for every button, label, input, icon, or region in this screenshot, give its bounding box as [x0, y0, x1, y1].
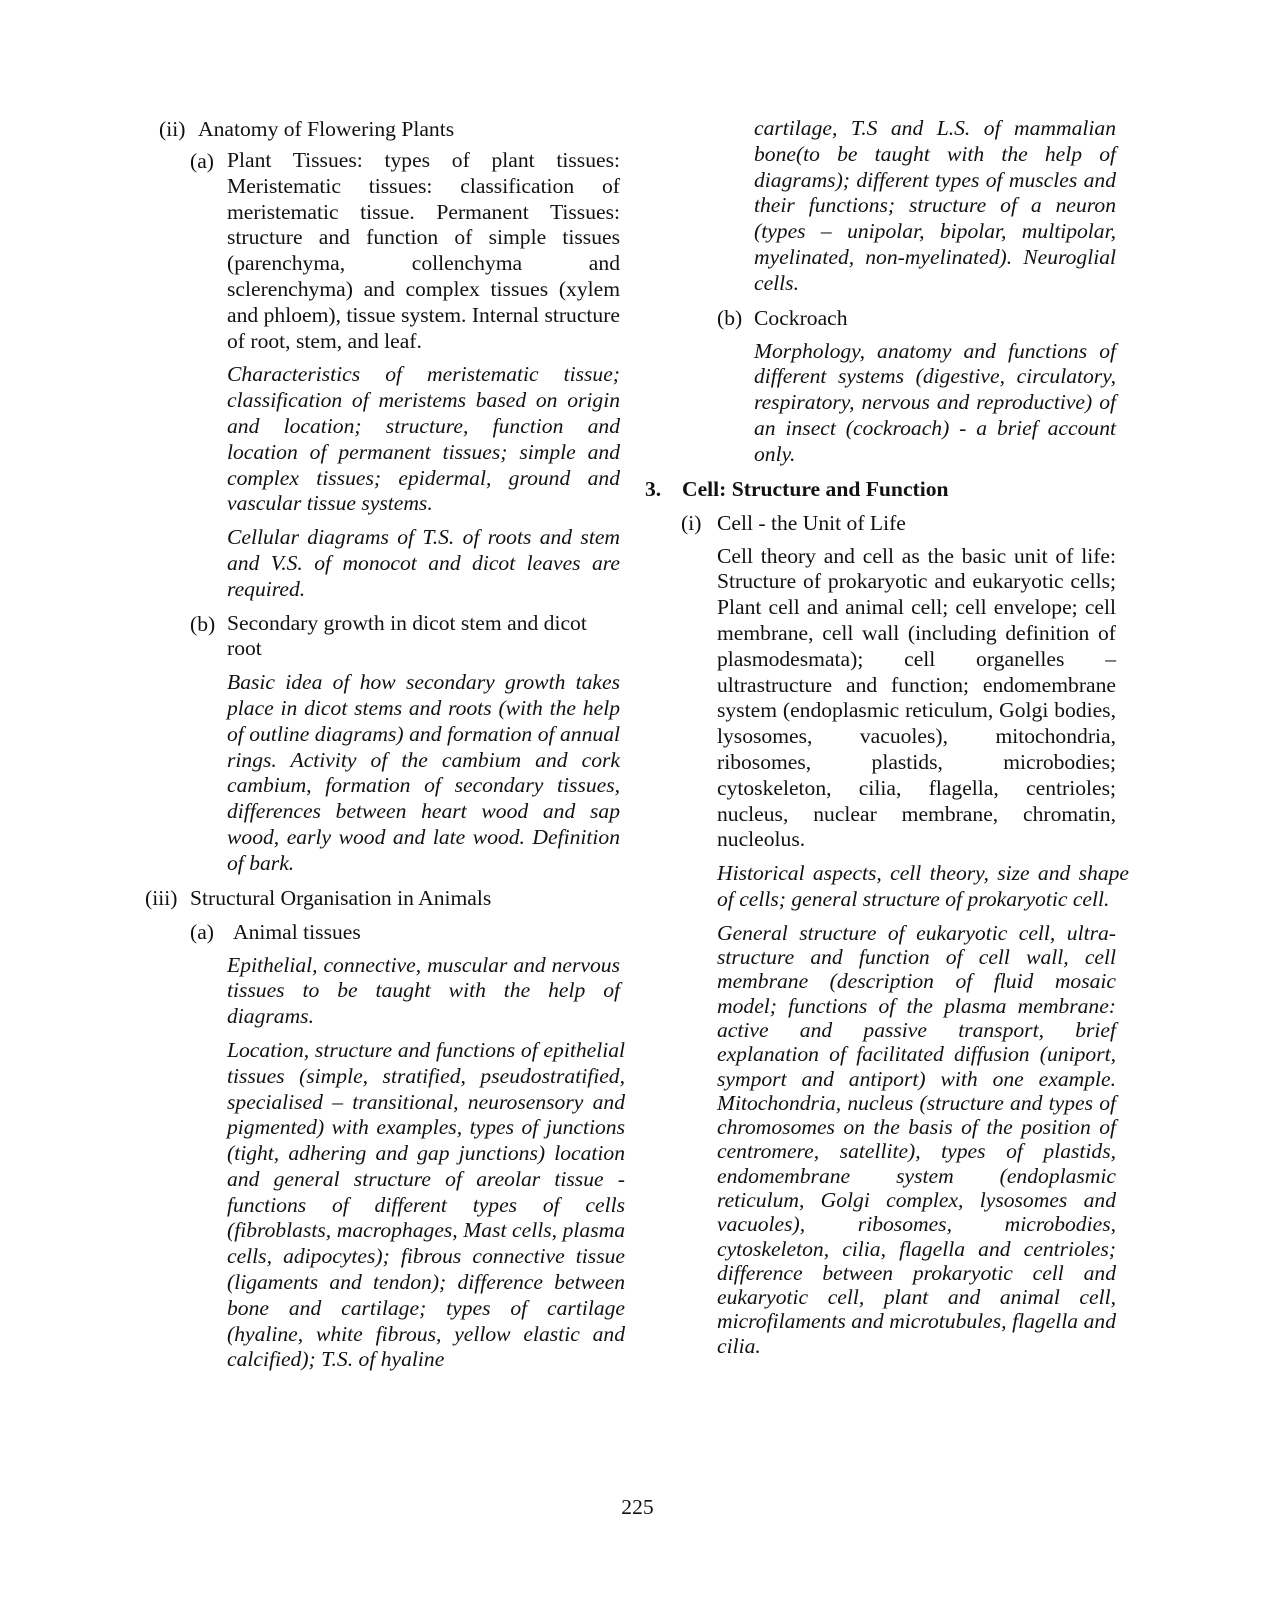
section-3-heading: [645, 476, 1140, 502]
item-ii-a-italic-note-1: Characteristics of meristematic tissue; classification of meristems based on origin and location; structure, function and location of permanent tissues; simple and complex tissues; epidermal, ground and vascular tissue systems.: [227, 362, 620, 516]
item-iii-a: [150, 919, 620, 945]
subsection-i-italic-note-2: General structure of eukaryotic cell, ultra-structure and function of cell wall, cell membrane (description of fluid mosaic model; functions of the plasma membrane: active and passive transport, brief explanation of facilitated diffusion (uniport, symport and antiport) with one example. Mitochondria, nucleus (structure and types of chromosomes on the basis of the position of centromere, satellite), types of plastids, endomembrane system (endoplasmic reticulum, Golgi complex, lysosomes and vacuoles), ribosomes, microbodies, cytoskeleton, cilia, flagella and centrioles; difference between prokaryotic cell and eukaryotic cell, plant and animal cell, microfilaments and microtubules, flagella and cilia.: [717, 920, 1116, 1358]
right-column: [645, 116, 1140, 1358]
subsection-i-text: Cell theory and cell as the basic unit of life: Structure of prokaryotic and eukaryotic cells; Plant cell and animal cell; cell envelope; cell membrane, cell wall (including definition of plasmodesmata); cell organelles – ultrastructure and function; endomembrane system (endoplasmic reticulum, Golgi bodies, lysosomes, vacuoles), mitochondria, ribosomes, plastids, microbodies; cytoskeleton, cilia, flagella, centrioles; nucleus, nuclear membrane, chromatin, nucleolus.: [717, 543, 1116, 852]
item-ii-b-italic-note: Basic idea of how secondary growth takes place in dicot stems and roots (with the help of outline diagrams) and formation of annual rings. Activity of the cambium and cork cambium, formation of secondary tissues, differences between heart wood and sap wood, early wood and late wood. Definition of bark.: [227, 670, 620, 875]
subsection-ii-heading: [150, 116, 620, 142]
subsection-i-italic-note-1: Historical aspects, cell theory, size and shape of cells; general structure of prokaryotic cell.: [717, 861, 1129, 911]
item-ii-b-number: (b): [190, 611, 216, 636]
subsection-i-number: (i): [681, 510, 702, 535]
subsection-ii-title: Anatomy of Flowering Plants: [198, 117, 455, 141]
item-b-cockroach-heading: [648, 305, 1140, 331]
item-b-italic-note: Morphology, anatomy and functions of different systems (digestive, circulatory, respiratory, nervous and reproductive) of an insect (cockroach) - a brief account only.: [754, 338, 1116, 466]
item-ii-a: [150, 148, 620, 354]
item-iii-a-number: (a): [190, 919, 214, 944]
item-iii-a-italic-note-1: Epithelial, connective, muscular and nervous tissues to be taught with the help of diagrams.: [227, 952, 620, 1029]
item-iii-a-italic-note-2: Location, structure and functions of epithelial tissues (simple, stratified, pseudostratified, specialised – transitional, neurosensory and pigmented) with examples, types of junctions (tight, adhering and gap junctions) location and general structure of areolar tissue - functions of different types of cells (fibroblasts, macrophages, Mast cells, plasma cells, adipocytes); fibrous connective tissue (ligaments and tendon); difference between bone and cartilage; types of cartilage (hyaline, white fibrous, yellow elastic and calcified); T.S. of hyaline: [227, 1037, 625, 1372]
page-number: 225: [621, 1495, 654, 1519]
section-3-title: Cell: Structure and Function: [682, 476, 949, 501]
item-b-number: (b): [717, 305, 743, 330]
item-ii-b: [150, 611, 620, 663]
item-ii-a-italic-note-2: Cellular diagrams of T.S. of roots and stem and V.S. of monocot and dicot leaves are required.: [227, 525, 620, 601]
item-ii-a-number: (a): [190, 149, 214, 173]
subsection-iii-heading: [145, 885, 620, 911]
subsection-iii-title: Structural Organisation in Animals: [190, 885, 492, 910]
subsection-i-title: Cell - the Unit of Life: [717, 510, 906, 535]
item-iii-a-text: Animal tissues: [233, 919, 361, 944]
item-ii-a-text: Plant Tissues: types of plant tissues: Meristematic tissues: classification of meristematic tissue. Permanent Tissues: structure and function of simple tissues (parenchyma, collenchyma and sclerenchyma) and complex tissues (xylem and phloem), tissue system. Internal structure of root, stem, and leaf.: [227, 148, 620, 353]
item-ii-b-text: Secondary growth in dicot stem and dicot root: [227, 610, 587, 661]
subsection-ii-number: (ii): [159, 117, 186, 141]
subsection-i-heading: [648, 510, 1140, 536]
subsection-iii-number: (iii): [145, 885, 178, 910]
continued-italic-text: cartilage, T.S and L.S. of mammalian bone(to be taught with the help of diagrams); different types of muscles and their functions; structure of a neuron (types – unipolar, bipolar, multipolar, myelinated, non-myelinated). Neuroglial cells.: [754, 116, 1116, 295]
item-b-title: Cockroach: [754, 305, 848, 330]
left-column: [145, 116, 625, 1373]
section-3-number: 3.: [645, 476, 662, 501]
